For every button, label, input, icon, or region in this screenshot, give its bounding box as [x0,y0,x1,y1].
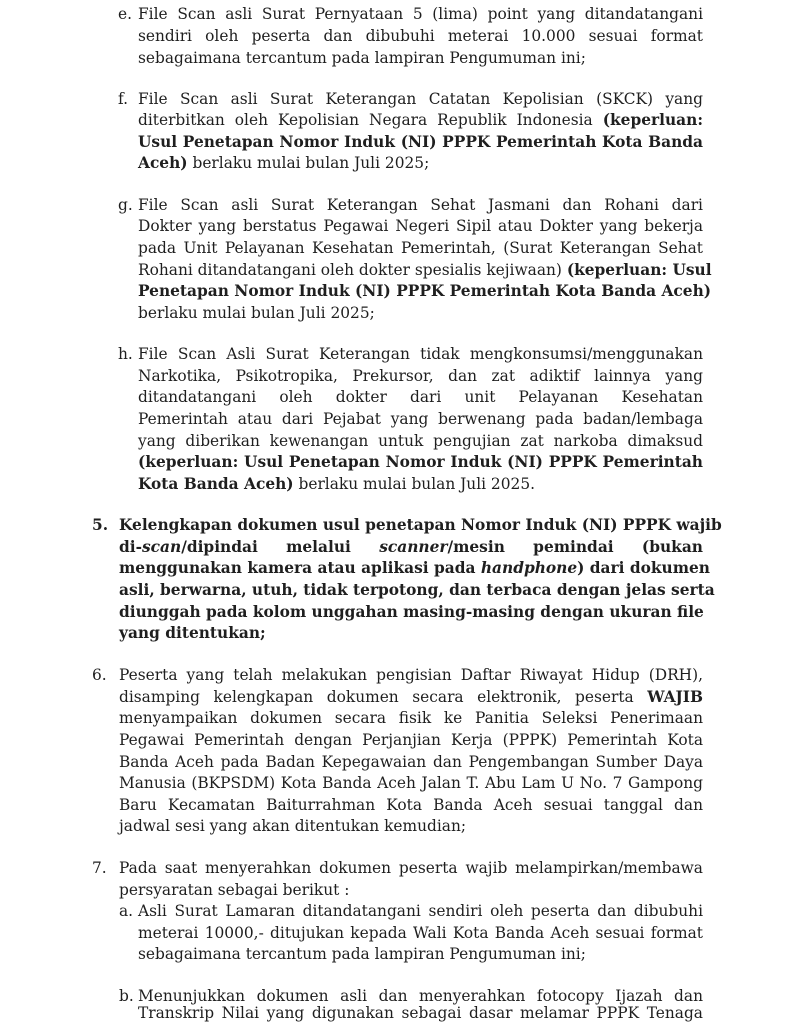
point-marker: 5. [92,516,109,534]
sub-item-a-line-2: meterai 10000,- ditujukan kepada Wali Kota Banda Aceh sesuai format [138,924,703,942]
item-h-line-4: Pemerintah atau dari Pejabat yang berwenang pada badan/lembaga [138,410,703,428]
point-5-line-3: menggunakan kamera atau aplikasi pada handphone) dari dokumen [119,559,710,577]
point-6-line-8: jadwal sesi yang akan ditentukan kemudian; [119,817,467,835]
point-5-line-6: yang ditentukan; [119,624,266,642]
item-e-line-2: sendiri oleh peserta dan dibubuhi meterai 10.000 sesuai format [138,27,703,45]
sub-item-a-line-1: Asli Surat Lamaran ditandatangani sendiri oleh peserta dan dibubuhi [138,902,703,920]
item-h-line-5: yang diberikan kewenangan untuk pengujian zat narkoba dimaksud [138,432,703,450]
point-6-line-2: disamping kelengkapan dokumen secara elektronik, peserta WAJIB [119,688,703,706]
sub-item-a-line-3: sebagaimana tercantum pada lampiran Pengumuman ini; [138,945,586,963]
item-g-line-5: Penetapan Nomor Induk (NI) PPPK Pemerintah Kota Banda Aceh) [138,282,712,300]
item-marker: h. [118,345,133,363]
item-marker: b. [119,987,134,1005]
item-marker: a. [119,902,134,920]
point-6-line-3: menyampaikan dokumen secara fisik ke Panitia Seleksi Penerimaan [119,709,703,727]
point-7-line-1: Pada saat menyerahkan dokumen peserta wajib melampirkan/membawa [119,859,703,877]
item-g-line-6: berlaku mulai bulan Juli 2025; [138,304,375,322]
item-h-line-1: File Scan Asli Surat Keterangan tidak mengkonsumsi/menggunakan [138,345,703,363]
item-f-line-2: diterbitkan oleh Kepolisian Negara Republik Indonesia (keperluan: [138,111,703,129]
point-5-line-5: diunggah pada kolom unggahan masing-masing dengan ukuran file [119,603,704,621]
item-g-line-2: Dokter yang berstatus Pegawai Negeri Sipil atau Dokter yang bekerja [138,217,703,235]
item-h-line-7: Kota Banda Aceh) berlaku mulai bulan Juli 2025. [138,475,535,493]
item-e-line-1: File Scan asli Surat Pernyataan 5 (lima) point yang ditandatangani [138,5,703,23]
point-6-line-6: Manusia (BKPSDM) Kota Banda Aceh Jalan T. Abu Lam U No. 7 Gampong [119,774,703,792]
item-marker: g. [118,196,133,214]
point-5-line-4: asli, berwarna, utuh, tidak terpotong, dan terbaca dengan jelas serta [119,581,715,599]
point-marker: 7. [92,859,107,877]
point-5-line-2: di-scan/dipindai melalui scanner/mesin pemindai (bukan [119,538,703,556]
item-f-line-1: File Scan asli Surat Keterangan Catatan Kepolisian (SKCK) yang [138,90,703,108]
item-f-line-4: Aceh) berlaku mulai bulan Juli 2025; [138,154,430,172]
point-6-line-7: Baru Kecamatan Baiturrahman Kota Banda Aceh sesuai tanggal dan [119,796,703,814]
item-g-line-4: Rohani ditandatangani oleh dokter spesialis kejiwaan) (keperluan: Usul [138,261,712,279]
item-h-line-6: (keperluan: Usul Penetapan Nomor Induk (NI) PPPK Pemerintah [138,453,703,471]
point-6-line-5: Banda Aceh pada Badan Kepegawaian dan Pengembangan Sumber Daya [119,753,703,771]
item-g-line-1: File Scan asli Surat Keterangan Sehat Jasmani dan Rohani dari [138,196,703,214]
item-e-line-3: sebagaimana tercantum pada lampiran Pengumuman ini; [138,49,586,67]
point-6-line-4: Pegawai Pemerintah dengan Perjanjian Kerja (PPPK) Pemerintah Kota [119,731,703,749]
item-h-line-2: Narkotika, Psikotropika, Prekursor, dan zat adiktif lainnya yang [138,367,703,385]
point-6-line-1: Peserta yang telah melakukan pengisian Daftar Riwayat Hidup (DRH), [119,666,703,684]
item-f-line-3: Usul Penetapan Nomor Induk (NI) PPPK Pemerintah Kota Banda [138,133,703,151]
item-marker: e. [118,5,133,23]
point-5-line-1: Kelengkapan dokumen usul penetapan Nomor Induk (NI) PPPK wajib [119,516,722,534]
sub-item-b-line-1: Menunjukkan dokumen asli dan menyerahkan fotocopy Ijazah dan [138,987,703,1005]
sub-item-b-line-2: Transkrip Nilai yang digunakan sebagai dasar melamar PPPK Tenaga [138,1004,703,1022]
item-g-line-3: pada Unit Pelayanan Kesehatan Pemerintah, (Surat Keterangan Sehat [138,239,703,257]
item-marker: f. [118,90,129,108]
point-marker: 6. [92,666,107,684]
point-7-line-2: persyaratan sebagai berikut : [119,881,350,899]
item-h-line-3: ditandatangani oleh dokter dari unit Pelayanan Kesehatan [138,388,703,406]
